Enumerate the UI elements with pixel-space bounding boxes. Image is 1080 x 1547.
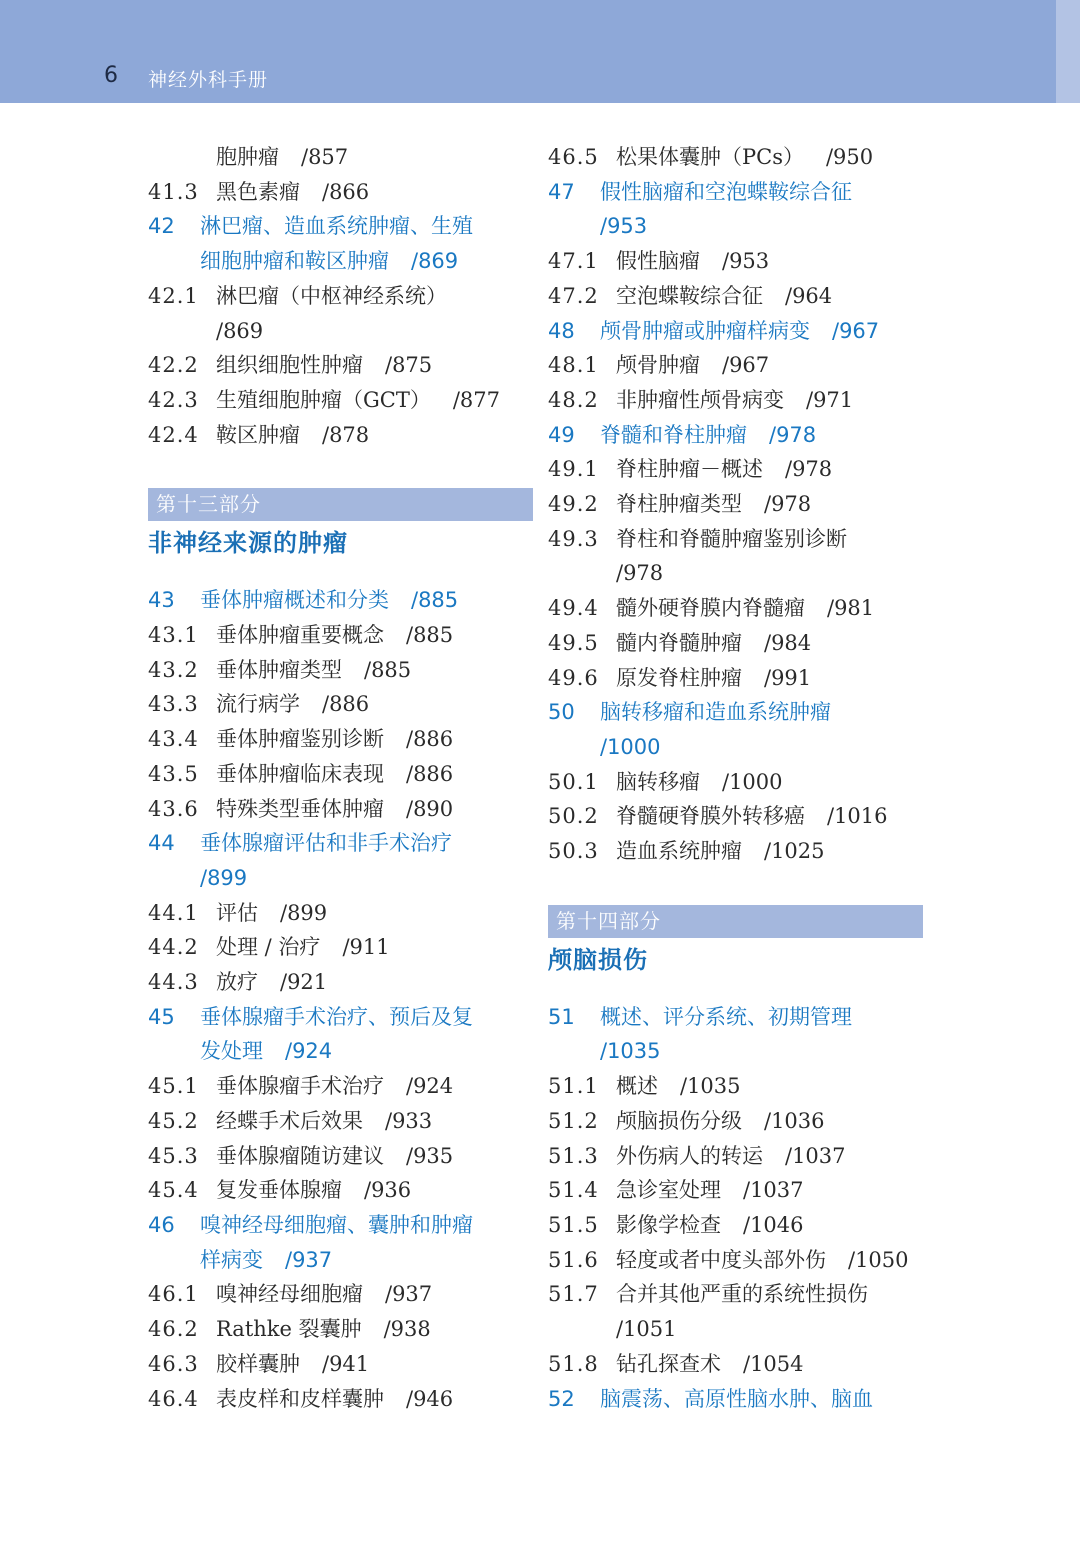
toc-entry[interactable]: 51.2 颅脑损伤分级 /1036 bbox=[548, 1108, 825, 1133]
toc-entry[interactable]: 43.6 特殊类型垂体肿瘤 /890 bbox=[148, 796, 454, 821]
toc-left-column bbox=[148, 140, 533, 1416]
chapter-heading-49[interactable]: 49 脊髓和脊柱肿瘤 /978 bbox=[548, 422, 817, 447]
toc-entry[interactable]: 44.2 处理 / 治疗 /911 bbox=[148, 935, 390, 960]
chapter-heading-44-cont: /899 bbox=[200, 865, 248, 890]
toc-entry[interactable]: 45.2 经蝶手术后效果 /933 bbox=[148, 1108, 433, 1133]
chapter-heading-45[interactable]: 45 垂体腺瘤手术治疗、预后及复 bbox=[148, 1004, 473, 1029]
toc-entry[interactable]: 42.4 鞍区肿瘤 /878 bbox=[148, 422, 370, 447]
toc-entry[interactable]: 49.2 脊柱肿瘤类型 /978 bbox=[548, 492, 812, 517]
book-title: 神经外科手册 bbox=[148, 69, 269, 91]
chapter-heading-42[interactable]: 42 淋巴瘤、造血系统肿瘤、生殖 bbox=[148, 214, 473, 239]
toc-entry[interactable]: 43.4 垂体肿瘤鉴别诊断 /886 bbox=[148, 727, 454, 752]
toc-entry-continuation: /869 bbox=[216, 318, 264, 343]
chapter-heading-45-cont: 发处理 /924 bbox=[200, 1039, 333, 1064]
toc-entry[interactable]: 46.4 表皮样和皮样囊肿 /946 bbox=[148, 1386, 454, 1411]
toc-right-column bbox=[548, 140, 923, 1416]
toc-entry[interactable]: 50.2 脊髓硬脊膜外转移癌 /1016 bbox=[548, 804, 888, 829]
part-label: 第十三部分 bbox=[148, 488, 533, 521]
toc-entry[interactable]: 42.2 组织细胞性肿瘤 /875 bbox=[148, 353, 433, 378]
part-title: 颅脑损伤 bbox=[548, 945, 648, 974]
toc-entry[interactable]: 41.3 黑色素瘤 /866 bbox=[148, 179, 370, 204]
chapter-heading-50[interactable]: 50 脑转移瘤和造血系统肿瘤 bbox=[548, 700, 831, 725]
page-number: 6 bbox=[104, 63, 118, 88]
chapter-heading-46[interactable]: 46 嗅神经母细胞瘤、囊肿和肿瘤 bbox=[148, 1212, 473, 1237]
toc-entry[interactable]: 49.3 脊柱和脊髓肿瘤鉴别诊断 bbox=[548, 526, 847, 551]
part-label: 第十四部分 bbox=[548, 905, 923, 938]
toc-entry[interactable]: 51.8 钻孔探查术 /1054 bbox=[548, 1351, 804, 1376]
toc-entry[interactable]: 46.1 嗅神经母细胞瘤 /937 bbox=[148, 1282, 433, 1307]
toc-entry[interactable]: 47.2 空泡蝶鞍综合征 /964 bbox=[548, 283, 833, 308]
toc-entry[interactable]: 46.3 胶样囊肿 /941 bbox=[148, 1351, 370, 1376]
toc-entry[interactable]: 45.3 垂体腺瘤随访建议 /935 bbox=[148, 1143, 454, 1168]
chapter-heading-44[interactable]: 44 垂体腺瘤评估和非手术治疗 bbox=[148, 831, 452, 856]
toc-entry[interactable]: 42.3 生殖细胞肿瘤（GCT） /877 bbox=[148, 387, 501, 412]
toc-entry-continuation: 胞肿瘤 /857 bbox=[216, 145, 349, 169]
toc-entry[interactable]: 50.1 脑转移瘤 /1000 bbox=[548, 769, 783, 794]
toc-entry[interactable]: 44.1 评估 /899 bbox=[148, 900, 328, 925]
toc-entry[interactable]: 48.1 颅骨肿瘤 /967 bbox=[548, 353, 770, 378]
chapter-heading-50-cont: /1000 bbox=[600, 734, 661, 759]
toc-entry[interactable]: 49.5 髓内脊髓肿瘤 /984 bbox=[548, 630, 812, 655]
part-title: 非神经来源的肿瘤 bbox=[148, 529, 348, 558]
toc-entry[interactable]: 49.1 脊柱肿瘤－概述 /978 bbox=[548, 457, 833, 482]
toc-entry[interactable]: 47.1 假性脑瘤 /953 bbox=[548, 249, 770, 274]
toc-entry[interactable]: 51.1 概述 /1035 bbox=[548, 1074, 741, 1099]
toc-entry[interactable]: 50.3 造血系统肿瘤 /1025 bbox=[548, 839, 825, 864]
chapter-heading-46-cont: 样病变 /937 bbox=[200, 1247, 333, 1272]
toc-entry-continuation: /978 bbox=[616, 561, 664, 586]
toc-entry[interactable]: 49.6 原发脊柱肿瘤 /991 bbox=[548, 665, 812, 690]
chapter-heading-42-cont: 细胞肿瘤和鞍区肿瘤 /869 bbox=[200, 249, 459, 274]
toc-entry[interactable]: 43.1 垂体肿瘤重要概念 /885 bbox=[148, 623, 454, 648]
chapter-heading-52[interactable]: 52 脑震荡、高原性脑水肿、脑血 bbox=[548, 1386, 873, 1411]
page-header bbox=[0, 0, 1080, 103]
toc-entry[interactable]: 46.5 松果体囊肿（PCs） /950 bbox=[548, 145, 874, 169]
header-edge-strip bbox=[1056, 0, 1080, 103]
toc-entry-continuation: /1051 bbox=[616, 1317, 677, 1342]
toc-entry[interactable]: 51.7 合并其他严重的系统性损伤 bbox=[548, 1282, 868, 1307]
toc-entry[interactable]: 42.1 淋巴瘤（中枢神经系统） bbox=[148, 283, 447, 308]
toc-entry[interactable]: 46.2 Rathke 裂囊肿 /938 bbox=[148, 1317, 431, 1342]
toc-entry[interactable]: 45.1 垂体腺瘤手术治疗 /924 bbox=[148, 1074, 454, 1099]
toc-entry[interactable]: 51.5 影像学检查 /1046 bbox=[548, 1212, 804, 1237]
chapter-heading-48[interactable]: 48 颅骨肿瘤或肿瘤样病变 /967 bbox=[548, 318, 880, 343]
toc-entry[interactable]: 43.2 垂体肿瘤类型 /885 bbox=[148, 657, 412, 682]
chapter-heading-51-cont: /1035 bbox=[600, 1039, 661, 1064]
toc-entry[interactable]: 51.4 急诊室处理 /1037 bbox=[548, 1178, 804, 1203]
toc-entry[interactable]: 49.4 髓外硬脊膜内脊髓瘤 /981 bbox=[548, 596, 875, 621]
chapter-heading-47-cont: /953 bbox=[600, 214, 648, 239]
toc-entry[interactable]: 51.3 外伤病人的转运 /1037 bbox=[548, 1143, 846, 1168]
toc-entry[interactable]: 45.4 复发垂体腺瘤 /936 bbox=[148, 1178, 412, 1203]
toc-entry[interactable]: 43.3 流行病学 /886 bbox=[148, 692, 370, 717]
chapter-heading-51[interactable]: 51 概述、评分系统、初期管理 bbox=[548, 1004, 852, 1029]
chapter-heading-43[interactable]: 43 垂体肿瘤概述和分类 /885 bbox=[148, 588, 459, 613]
toc-entry[interactable]: 44.3 放疗 /921 bbox=[148, 970, 328, 995]
chapter-heading-47[interactable]: 47 假性脑瘤和空泡蝶鞍综合征 bbox=[548, 179, 852, 204]
toc-entry[interactable]: 51.6 轻度或者中度头部外伤 /1050 bbox=[548, 1247, 909, 1272]
toc-entry[interactable]: 48.2 非肿瘤性颅骨病变 /971 bbox=[548, 387, 854, 412]
toc-entry[interactable]: 43.5 垂体肿瘤临床表现 /886 bbox=[148, 761, 454, 786]
